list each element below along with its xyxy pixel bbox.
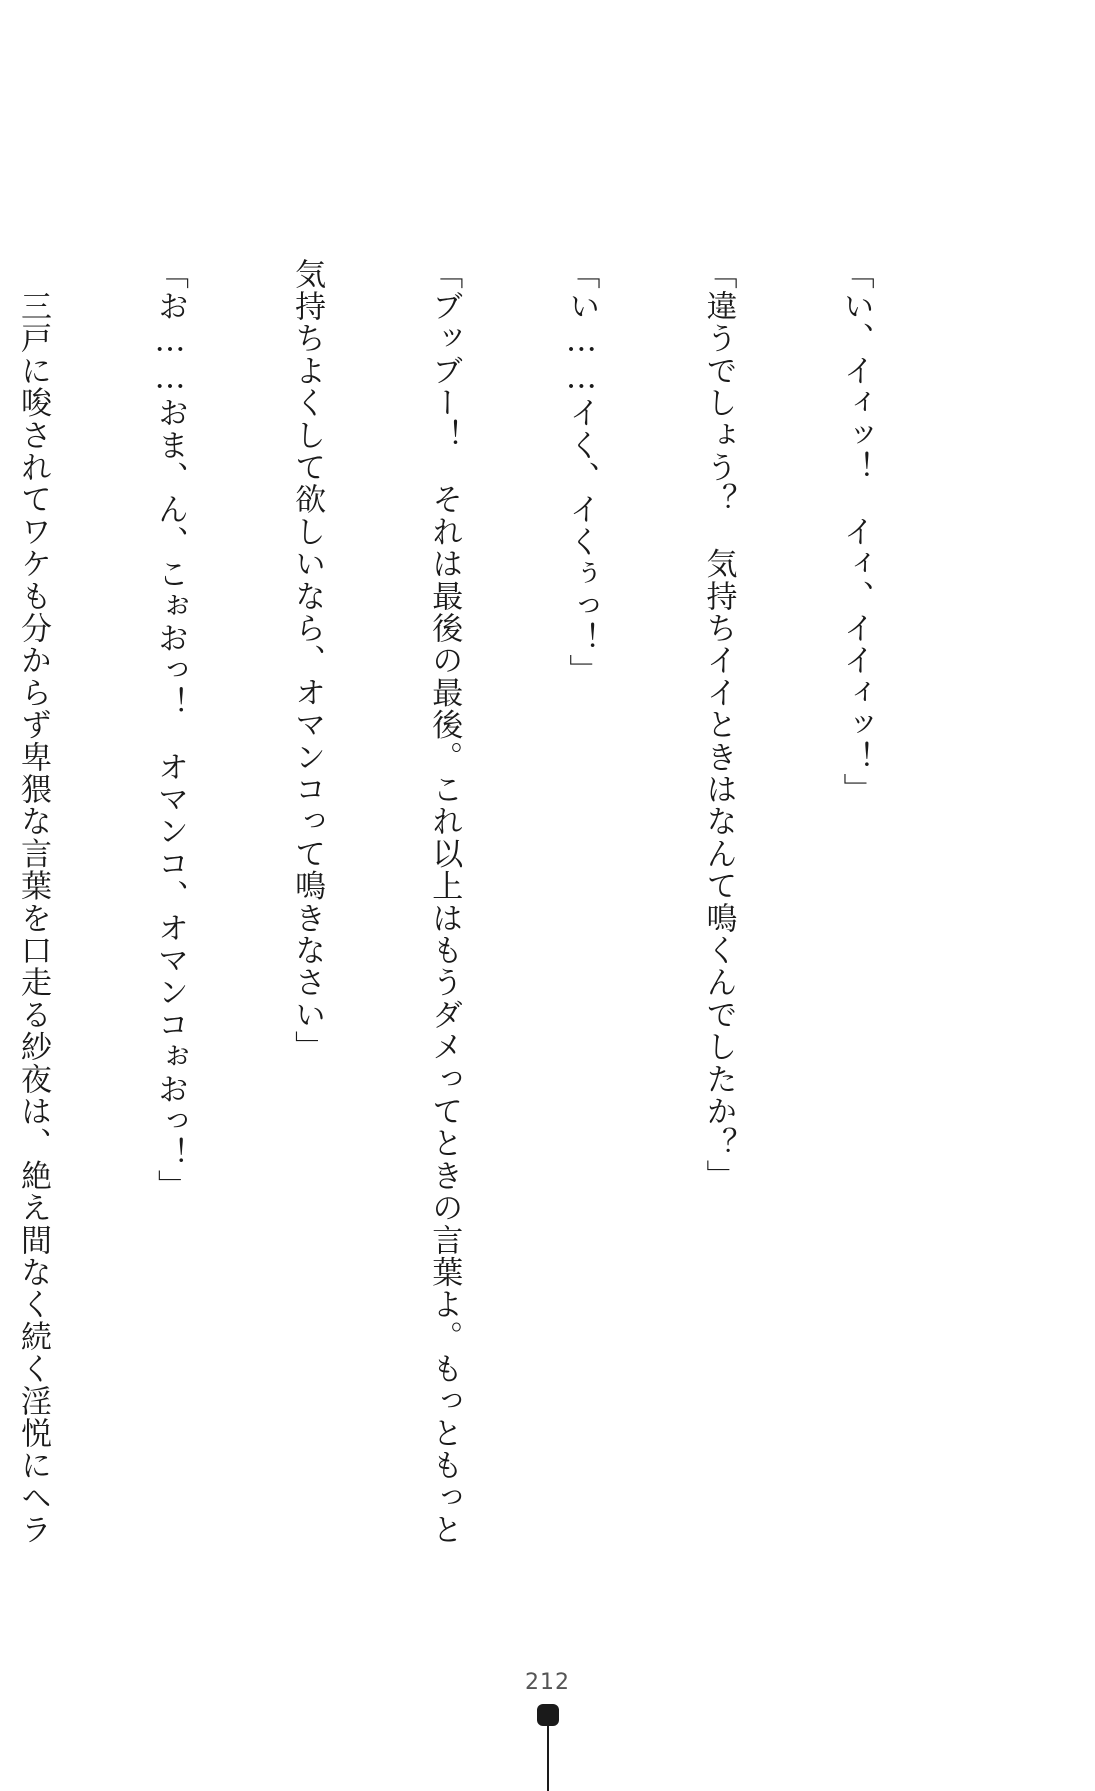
- text-line-1: 「い、イィッ！ イィ、イイィッ！」: [837, 258, 874, 806]
- text-line-5: 気持ちよくして欲しいなら、オマンコって鳴きなさい」: [289, 258, 326, 1063]
- text-line-7: 三戸に唆されてワケも分からず卑猥な言葉を口走る紗夜は、絶え間なく続く淫悦にヘラ: [14, 258, 51, 1546]
- text-line-2: 「違うでしょう？ 気持ちイイときはなんて鳴くんでしたか？」: [700, 258, 737, 1192]
- text-line-6: 「お……おま、ん、こぉおっ！ オマンコ、オマンコぉおっ！」: [152, 258, 189, 1202]
- ornament-stem: [547, 1726, 549, 1791]
- page-number: 212: [525, 1670, 570, 1695]
- body-text: [14, 258, 969, 1568]
- text-line-3: 「い……イく、イくぅっ！」: [563, 258, 600, 687]
- page-ornament-icon: [537, 1704, 559, 1726]
- text-line-4: 「ブッブー！ それは最後の最後。これ以上はもうダメってときの言葉よ。もっともっと: [426, 258, 463, 1546]
